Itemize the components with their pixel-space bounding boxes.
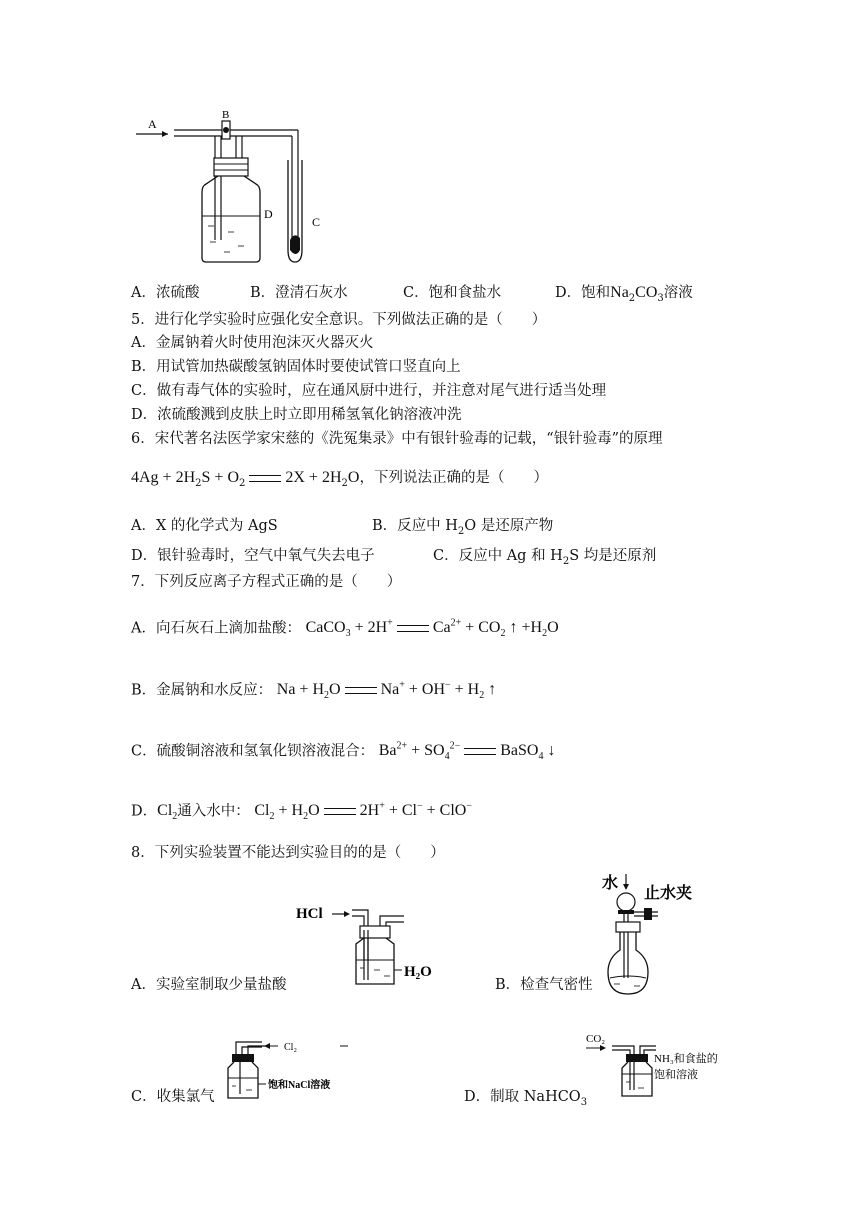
q8-stem: 8．下列实验装置不能达到实验目的的是（ ） [131,845,445,861]
equals-sign [249,475,281,482]
figure-d-make-nahco3 [582,1030,742,1100]
q4-option-c[interactable]: C．饱和食盐水 [403,285,502,301]
q4-option-b[interactable]: B．澄清石灰水 [250,285,348,301]
q6-stem: 6．宋代著名法医学家宋慈的《洗冤集录》中有银针验毒的记载，“银针验毒”的原理 [131,431,663,447]
equals-sign [324,808,356,815]
fig-b-clamp-label: 止水夹 [644,885,693,902]
eq-part: 2X + 2H [285,469,342,486]
q7-option-d[interactable]: D．$Cl_2$通入水中： $Cl_2 + H_2O$ 2H+ + Cl− + ClO− [131,801,472,823]
fig-a-hcl-label: HCl [296,906,323,922]
q8-option-a[interactable]: A．实验室制取少量盐酸 [131,977,287,993]
q8-option-d[interactable] [464,1087,587,1113]
q7-d-label-post: 通入水中： [177,803,250,820]
eq-part: S + O [201,469,239,486]
q7-d-label-pre: D． [131,803,158,820]
figure-b-airtight-check [600,868,710,998]
figure-gas-wash-apparatus [128,100,348,270]
q4-option-d-suffix: 溶液 [663,285,693,301]
opt-text: S 均是还原剂 [569,548,657,564]
equals-sign [345,687,377,694]
formula-sub: 3 [580,1096,588,1108]
formula-co: CO [635,284,658,301]
q6-option-d[interactable]: D．银针验毒时，空气中氧气失去电子 [131,548,375,564]
q5-option-b[interactable]: B．用试管加热碳酸氢钠固体时要使试管口竖直向上 [131,359,461,375]
fig-c-cl2-label: Cl₂ [284,1042,297,1053]
label-c: C [312,215,321,229]
equals-sign [464,748,496,755]
eq-part: O [347,469,360,486]
q6-equation: $4Ag + 2H_2S + O_2$ $2X + 2H_2O$，下列说法正确的是（ ） [131,469,548,489]
formula-sub: 3 [657,292,664,304]
q6-after-eq: ，下列说法正确的是（ ） [359,470,548,486]
opt-text: B．反应中 H [372,518,458,534]
fig-d-co2-label: CO₂ [586,1033,606,1045]
q7-option-c[interactable]: C．硫酸铜溶液和氢氧化钡溶液混合： $Ba^{2+} + SO_4^{2-}$ BaSO$_4$ ↓ [131,741,556,763]
figure-c-collect-chlorine [218,1038,358,1102]
eq-part: 4Ag + 2H [131,469,196,486]
q5-option-d[interactable]: D．浓硫酸溅到皮肤上时立即用稀氢氧化钠溶液冲洗 [131,407,462,423]
fig-a-h2o-label: H₂O [404,964,432,980]
q5-option-c[interactable]: C．做有毒气体的实验时，应在通风厨中进行，并注意对尾气进行适当处理 [131,383,607,399]
q8-option-d-text: D．制取 NaHCO [464,1089,581,1105]
q6-option-a[interactable]: A．X 的化学式为 AgS [131,518,278,534]
q7-c-label: C．硫酸铜溶液和氢氧化钡溶液混合： [131,743,375,760]
q8-option-b[interactable]: B．检查气密性 [495,977,593,993]
q5-stem: 5．进行化学实验时应强化安全意识。下列做法正确的是（ ） [131,312,547,328]
q7-option-a[interactable]: A．向石灰石上滴加盐酸： CaCO$_3$ + 2H+ $Ca^{2+} + CO_2$ ↑ $+H_2O$ [131,618,559,640]
q5-option-a[interactable]: A．金属钠着火时使用泡沫灭火器灭火 [131,335,374,351]
q7-option-b[interactable]: B．金属钠和水反应： $Na + H_2O$ $Na^+ + OH^- + H_2$ ↑ [131,680,497,702]
q7-stem: 7．下列反应离子方程式正确的是（ ） [131,574,402,590]
formula-na: Na [610,284,629,301]
q4-option-a[interactable]: A．浓硫酸 [131,285,200,301]
label-a: A [148,117,157,131]
formula-sub: 2 [628,292,636,304]
fig-d-liquid-label-2: 饱和溶液 [654,1069,698,1081]
q8-option-c[interactable]: C．收集氯气 [131,1089,215,1105]
fig-d-liquid-label-1: NH₃和食盐的 [654,1053,718,1065]
q6-option-c[interactable]: C．反应中 Ag 和 $H_2S$ 均是还原剂 [433,548,657,567]
q4-option-d-prefix: D．饱和 [555,285,611,301]
q7-b-label: B．金属钠和水反应： [131,682,273,699]
fig-b-water-label: 水 [602,875,619,892]
opt-text: O 是还原产物 [464,518,554,534]
fig-c-liquid-label: 饱和NaCl溶液 [268,1080,331,1091]
label-d: D [264,207,273,221]
q6-option-b[interactable]: B．反应中 $H_2O$ 是还原产物 [372,518,554,537]
figure-a-hcl-absorption [294,900,454,990]
q7-a-label: A．向石灰石上滴加盐酸： [131,620,301,637]
equals-sign [397,625,429,632]
q4-option-d[interactable] [555,283,693,309]
opt-text: C．反应中 Ag 和 H [433,548,563,564]
label-b: B [222,109,230,121]
